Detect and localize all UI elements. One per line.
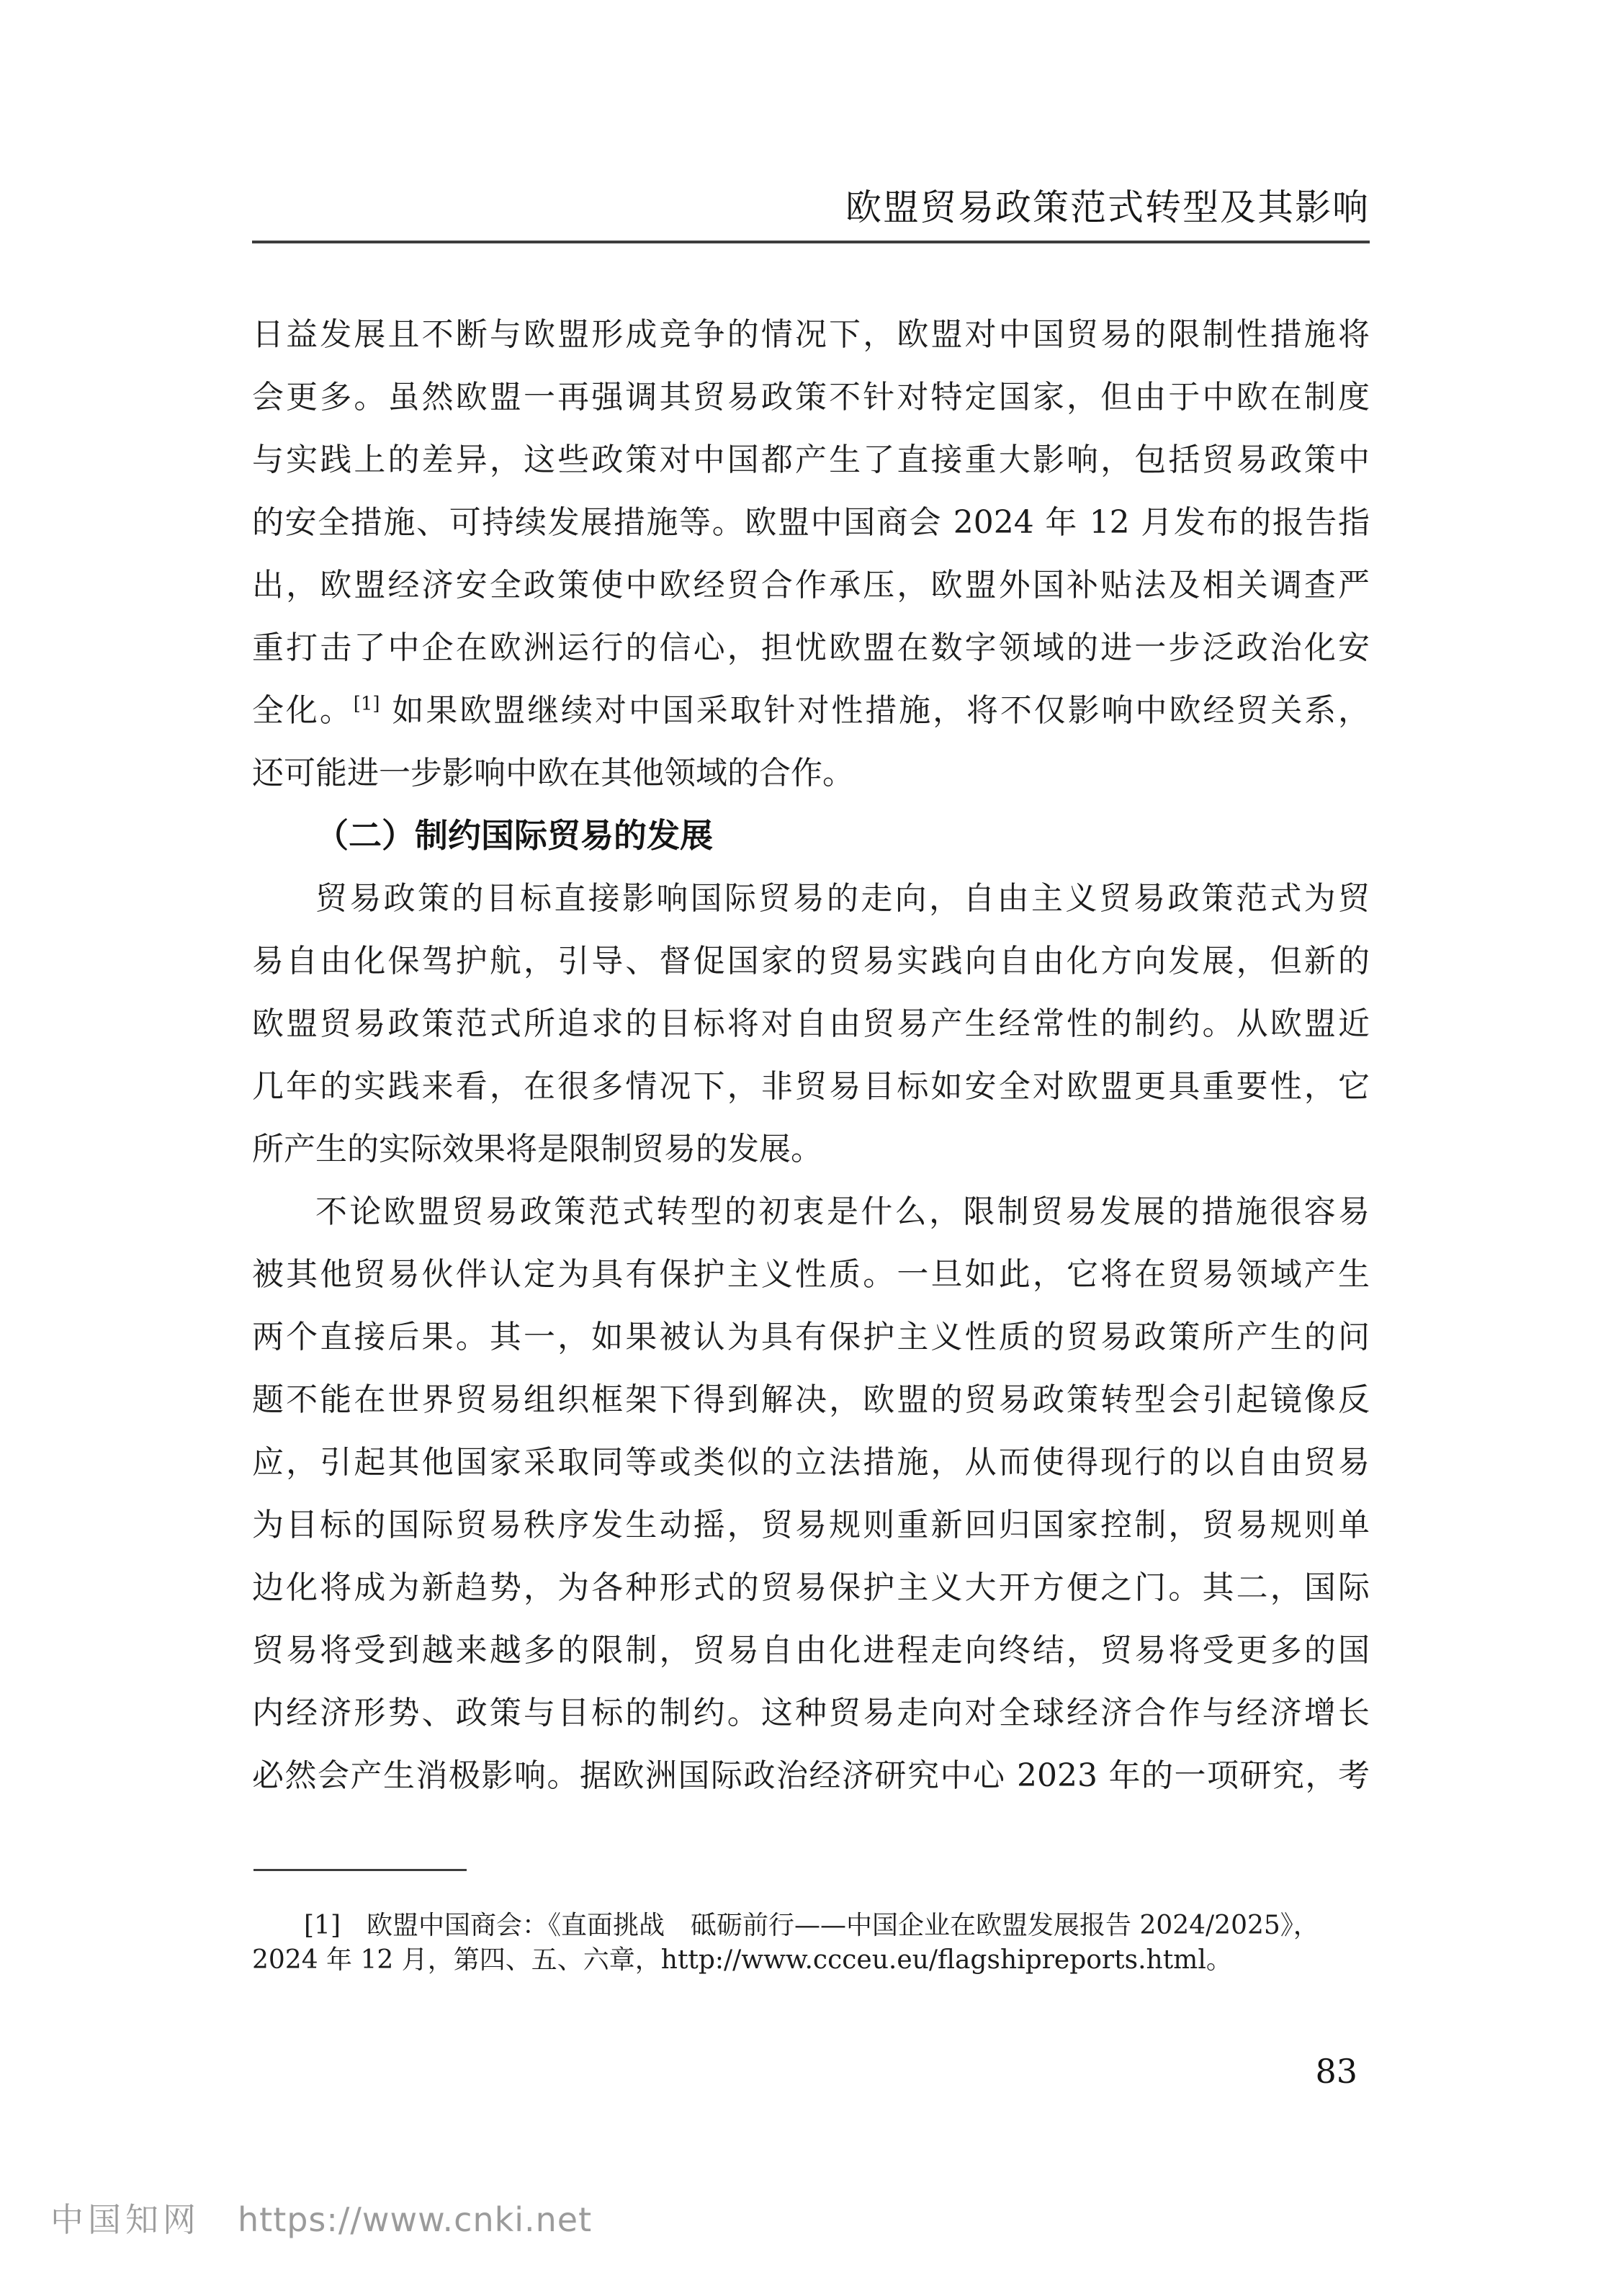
footnote-reference-marker: [1] xyxy=(353,693,380,715)
body-line: 贸易将受到越来越多的限制，贸易自由化进程走向终结，贸易将受更多的国 xyxy=(252,1632,1370,1669)
body-line: 还可能进一步影响中欧在其他领域的合作。 xyxy=(252,755,854,792)
body-line: 内经济形势、政策与目标的制约。这种贸易走向对全球经济合作与经济增长 xyxy=(252,1695,1370,1731)
body-line: 边化将成为新趋势，为各种形式的贸易保护主义大开方便之门。其二，国际 xyxy=(252,1569,1370,1606)
page-header-title: 欧盟贸易政策范式转型及其影响 xyxy=(845,187,1370,228)
body-line: 全化。[1] 如果欧盟继续对中国采取针对性措施，将不仅影响中欧经贸关系， xyxy=(252,692,1370,729)
body-line: 贸易政策的目标直接影响国际贸易的走向，自由主义贸易政策范式为贸 xyxy=(315,880,1370,917)
footnote-line: [1] 欧盟中国商会：《直面挑战 砥砺前行——中国企业在欧盟发展报告 2024/2025》， xyxy=(304,1911,1319,1940)
body-line: 欧盟贸易政策范式所追求的目标将对自由贸易产生经常性的制约。从欧盟近 xyxy=(252,1005,1370,1042)
body-line: 出，欧盟经济安全政策使中欧经贸合作承压，欧盟外国补贴法及相关调查严 xyxy=(252,567,1370,604)
body-line: 不论欧盟贸易政策范式转型的初衷是什么，限制贸易发展的措施很容易 xyxy=(315,1193,1370,1230)
body-line: 与实践上的差异，这些政策对中国都产生了直接重大影响，包括贸易政策中 xyxy=(252,441,1370,478)
section-heading: （二）制约国际贸易的发展 xyxy=(315,816,713,855)
body-text xyxy=(252,303,1370,1807)
body-line: 会更多。虽然欧盟一再强调其贸易政策不针对特定国家，但由于中欧在制度 xyxy=(252,379,1370,416)
cnki-site-name: 中国知网 xyxy=(50,2200,200,2239)
body-line: 重打击了中企在欧洲运行的信心，担忧欧盟在数字领域的进一步泛政治化安 xyxy=(252,629,1370,666)
body-line: 所产生的实际效果将是限制贸易的发展。 xyxy=(252,1131,822,1167)
body-line: 题不能在世界贸易组织框架下得到解决，欧盟的贸易政策转型会引起镜像反 xyxy=(252,1381,1370,1418)
footnote-separator xyxy=(253,1869,467,1871)
body-line: 易自由化保驾护航，引导、督促国家的贸易实践向自由化方向发展，但新的 xyxy=(252,943,1370,979)
cnki-url: https://www.cnki.net xyxy=(238,2200,593,2239)
header-rule xyxy=(252,241,1370,243)
footnote xyxy=(252,1909,1370,1978)
body-line: 日益发展且不断与欧盟形成竞争的情况下，欧盟对中国贸易的限制性措施将 xyxy=(252,316,1370,353)
body-line: 两个直接后果。其一，如果被认为具有保护主义性质的贸易政策所产生的问 xyxy=(252,1319,1370,1355)
body-line: 必然会产生消极影响。据欧洲国际政治经济研究中心 2023 年的一项研究，考 xyxy=(252,1757,1370,1794)
body-line: 几年的实践来看，在很多情况下，非贸易目标如安全对欧盟更具重要性，它 xyxy=(252,1068,1370,1105)
footnote-line: 2024 年 12 月，第四、五、六章，http://www.ccceu.eu/flagshipreports.html。 xyxy=(252,1945,1232,1975)
body-line: 为目标的国际贸易秩序发生动摇，贸易规则重新回归国家控制，贸易规则单 xyxy=(252,1507,1370,1543)
body-line: 应，引起其他国家采取同等或类似的立法措施，从而使得现行的以自由贸易 xyxy=(252,1444,1370,1481)
body-line: 的安全措施、可持续发展措施等。欧盟中国商会 2024 年 12 月发布的报告指 xyxy=(252,504,1370,541)
cnki-footer xyxy=(50,2198,592,2241)
page-number: 83 xyxy=(1315,2052,1357,2091)
body-line: 被其他贸易伙伴认定为具有保护主义性质。一旦如此，它将在贸易领域产生 xyxy=(252,1256,1370,1293)
